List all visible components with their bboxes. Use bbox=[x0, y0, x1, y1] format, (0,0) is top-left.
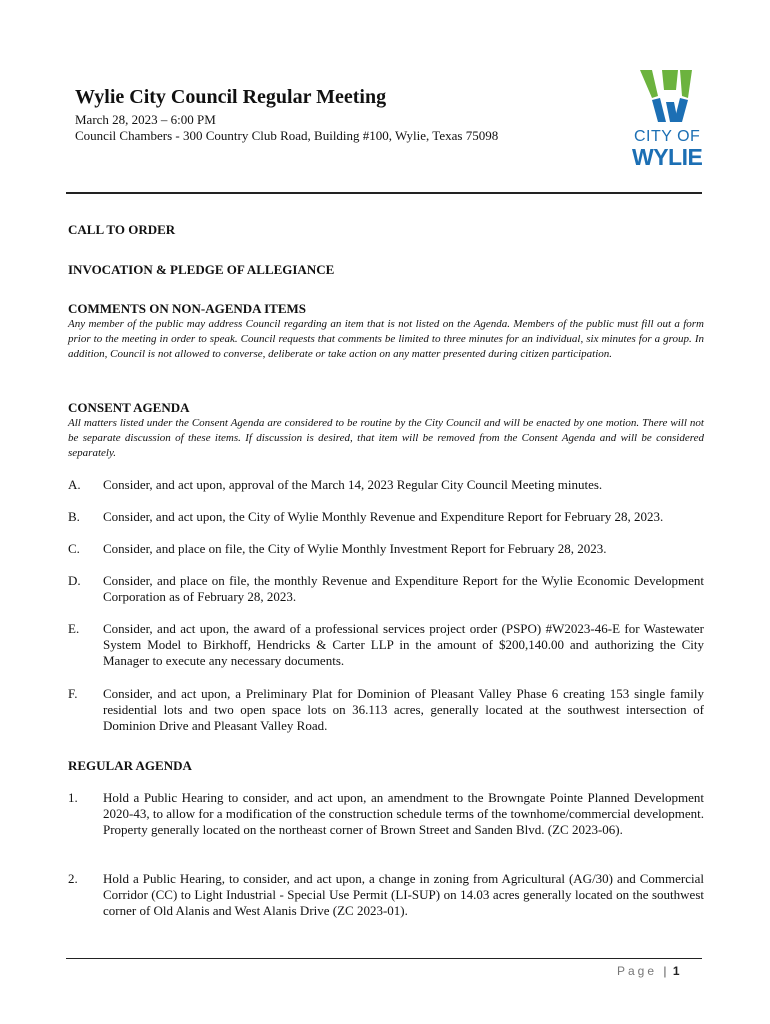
page-title: Wylie City Council Regular Meeting bbox=[75, 86, 387, 108]
item-text: Hold a Public Hearing, to consider, and act upon, a change in zoning from Agricultural (AG/30) and Commercial Corridor (CC) to Light Industrial - Special Use Permit (LI-SUP) on 14.03 acres generally located on the southwest corner of Old Alanis and West Alanis Drive (ZC 2023-01). bbox=[103, 871, 704, 918]
meeting-date: March 28, 2023 – 6:00 PM bbox=[75, 112, 216, 127]
item-marker: E. bbox=[68, 621, 80, 636]
comments-heading: COMMENTS ON NON-AGENDA ITEMS bbox=[68, 301, 306, 316]
page-separator: | bbox=[663, 964, 667, 978]
item-text: Consider, and act upon, approval of the March 14, 2023 Regular City Council Meeting minutes. bbox=[103, 477, 603, 492]
comments-note: Any member of the public may address Council regarding an item that is not listed on the Agenda. Members of the public must fill out a form prior to the meeting in order to speak. Council requests that comments be limited to three minutes for an individual, six minutes for a group. In addition, Council is not allowed to converse, deliberate or take action on any matter presented during citizen participation. bbox=[68, 318, 704, 360]
meeting-location: Council Chambers - 300 Country Club Road, Building #100, Wylie, Texas 75098 bbox=[75, 128, 499, 143]
item-text: Consider, and act upon, the award of a professional services project order (PSPO) #W2023-46-E for Wastewater System Model to Birkhoff, Hendricks & Carter LLP in the amount of $200,140.00 and authorizing the City Manager to execute any necessary documents. bbox=[103, 621, 704, 668]
item-marker: C. bbox=[68, 541, 80, 556]
item-marker: B. bbox=[68, 509, 80, 524]
invocation-heading: INVOCATION & PLEDGE OF ALLEGIANCE bbox=[68, 262, 335, 277]
item-text: Consider, and place on file, the monthly Revenue and Expenditure Report for the Wylie Economic Development Corporation as of February 28, 2023. bbox=[103, 573, 704, 604]
item-text: Consider, and act upon, a Preliminary Plat for Dominion of Pleasant Valley Phase 6 creating 153 single family residential lots and two open space lots on 36.113 acres, generally located at the southwest intersection of Dominion Drive and Pleasant Valley Road. bbox=[103, 686, 704, 733]
consent-agenda-note: All matters listed under the Consent Agenda are considered to be routine by the City Council and will be enacted by one motion. There will not be separate discussion of these items. If discussion is desired, that item will be removed from the Consent Agenda and will be considered separately. bbox=[68, 417, 704, 459]
call-to-order-heading: CALL TO ORDER bbox=[68, 222, 176, 237]
logo-text-city-of: CITY OF bbox=[634, 128, 701, 145]
footer-divider bbox=[66, 958, 702, 959]
page-footer bbox=[617, 964, 680, 978]
page-number: 1 bbox=[672, 964, 680, 978]
item-text: Hold a Public Hearing to consider, and act upon, an amendment to the Browngate Pointe Planned Development 2020-43, to allow for a modification of the construction schedule terms of the townhome/commercial development. Property generally located on the northeast corner of Brown Street and Sanden Blvd. (ZC 2023-06). bbox=[103, 790, 704, 837]
regular-agenda-heading: REGULAR AGENDA bbox=[68, 758, 192, 773]
item-text: Consider, and place on file, the City of Wylie Monthly Investment Report for February 28, 2023. bbox=[103, 541, 607, 556]
item-marker: F. bbox=[68, 686, 78, 701]
item-marker: 1. bbox=[68, 790, 78, 805]
item-text: Consider, and act upon, the City of Wylie Monthly Revenue and Expenditure Report for February 28, 2023. bbox=[103, 509, 664, 524]
item-marker: D. bbox=[68, 573, 81, 588]
item-marker: A. bbox=[68, 477, 81, 492]
item-marker: 2. bbox=[68, 871, 78, 886]
logo-text-wylie: WYLIE bbox=[632, 144, 703, 170]
consent-agenda-heading: CONSENT AGENDA bbox=[68, 400, 190, 415]
page-label: Page bbox=[617, 964, 658, 978]
header-divider bbox=[66, 192, 702, 194]
